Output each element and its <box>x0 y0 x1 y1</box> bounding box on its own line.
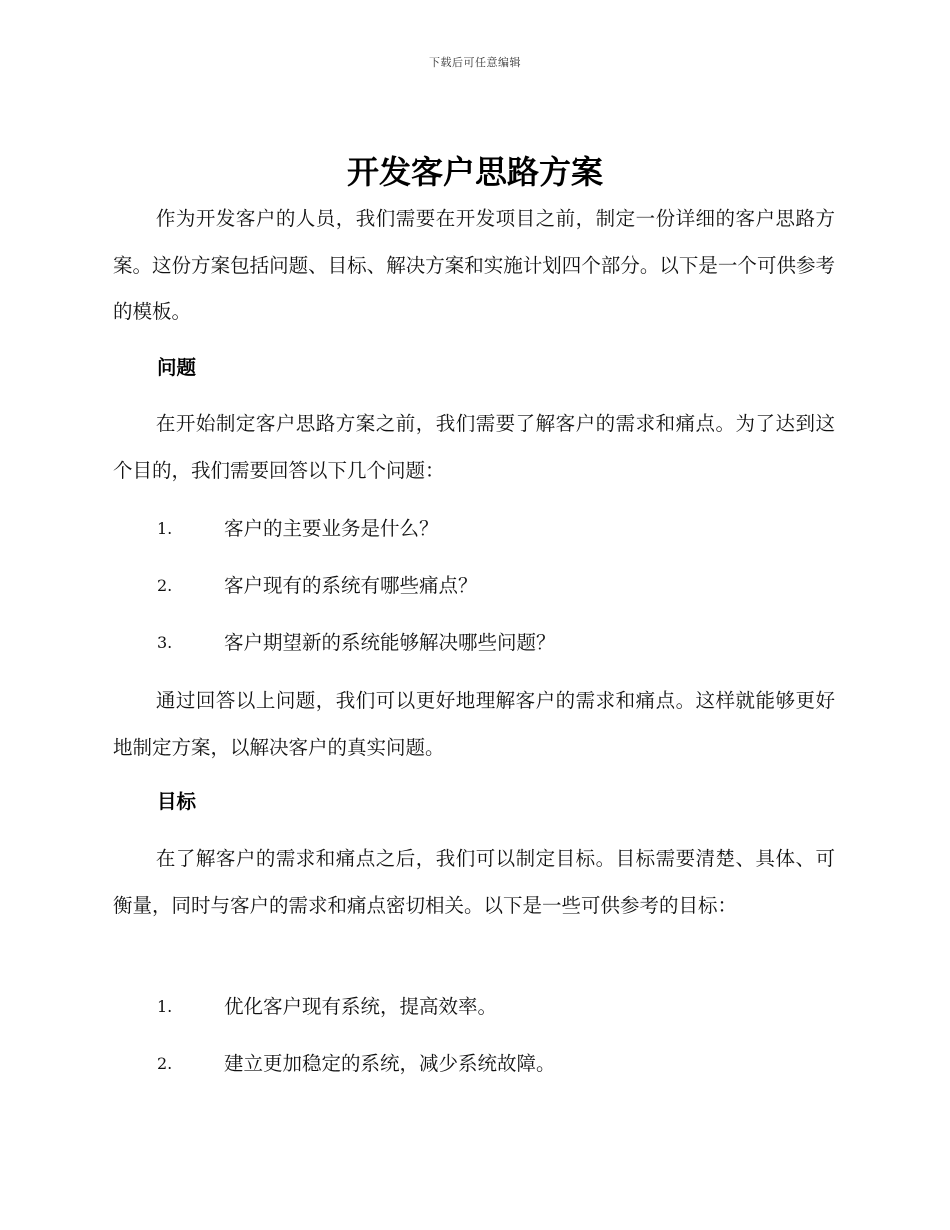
list-text: 客户的主要业务是什么？ <box>224 517 439 540</box>
list-text: 建立更加稳定的系统，减少系统故障。 <box>224 1052 556 1075</box>
list-number: 1. <box>157 997 173 1016</box>
problem-list-item <box>157 628 837 658</box>
goal-paragraph: 在了解客户的需求和痛点之后，我们可以制定目标。目标需要清楚、具体、可衡量，同时与客户的需求和痛点密切相关。以下是一些可供参考的目标： <box>113 847 835 917</box>
problem-list-item <box>157 514 837 544</box>
list-text: 优化客户现有系统，提高效率。 <box>224 995 498 1018</box>
list-number: 3. <box>157 633 173 652</box>
problem-paragraph: 在开始制定客户思路方案之前，我们需要了解客户的需求和痛点。为了达到这个目的，我们需要回答以下几个问题： <box>113 412 835 482</box>
section-heading-problem: 问题 <box>157 356 197 379</box>
list-number: 1. <box>157 519 173 538</box>
section-heading-goal: 目标 <box>157 790 197 813</box>
list-text: 客户期望新的系统能够解决哪些问题？ <box>224 631 556 654</box>
list-number: 2. <box>157 576 173 595</box>
page-header: 下载后可任意编辑 <box>429 56 521 69</box>
document-title: 开发客户思路方案 <box>346 153 603 191</box>
problem-conclusion-paragraph: 通过回答以上问题，我们可以更好地理解客户的需求和痛点。这样就能够更好地制定方案，以解决客户的真实问题。 <box>113 689 835 759</box>
list-text: 客户现有的系统有哪些痛点？ <box>224 574 478 597</box>
problem-list-item <box>157 571 837 601</box>
intro-paragraph: 作为开发客户的人员，我们需要在开发项目之前，制定一份详细的客户思路方案。这份方案包括问题、目标、解决方案和实施计划四个部分。以下是一个可供参考的模板。 <box>113 207 835 323</box>
goal-list-item <box>157 1049 837 1079</box>
list-number: 2. <box>157 1054 173 1073</box>
goal-list-item <box>157 992 837 1022</box>
